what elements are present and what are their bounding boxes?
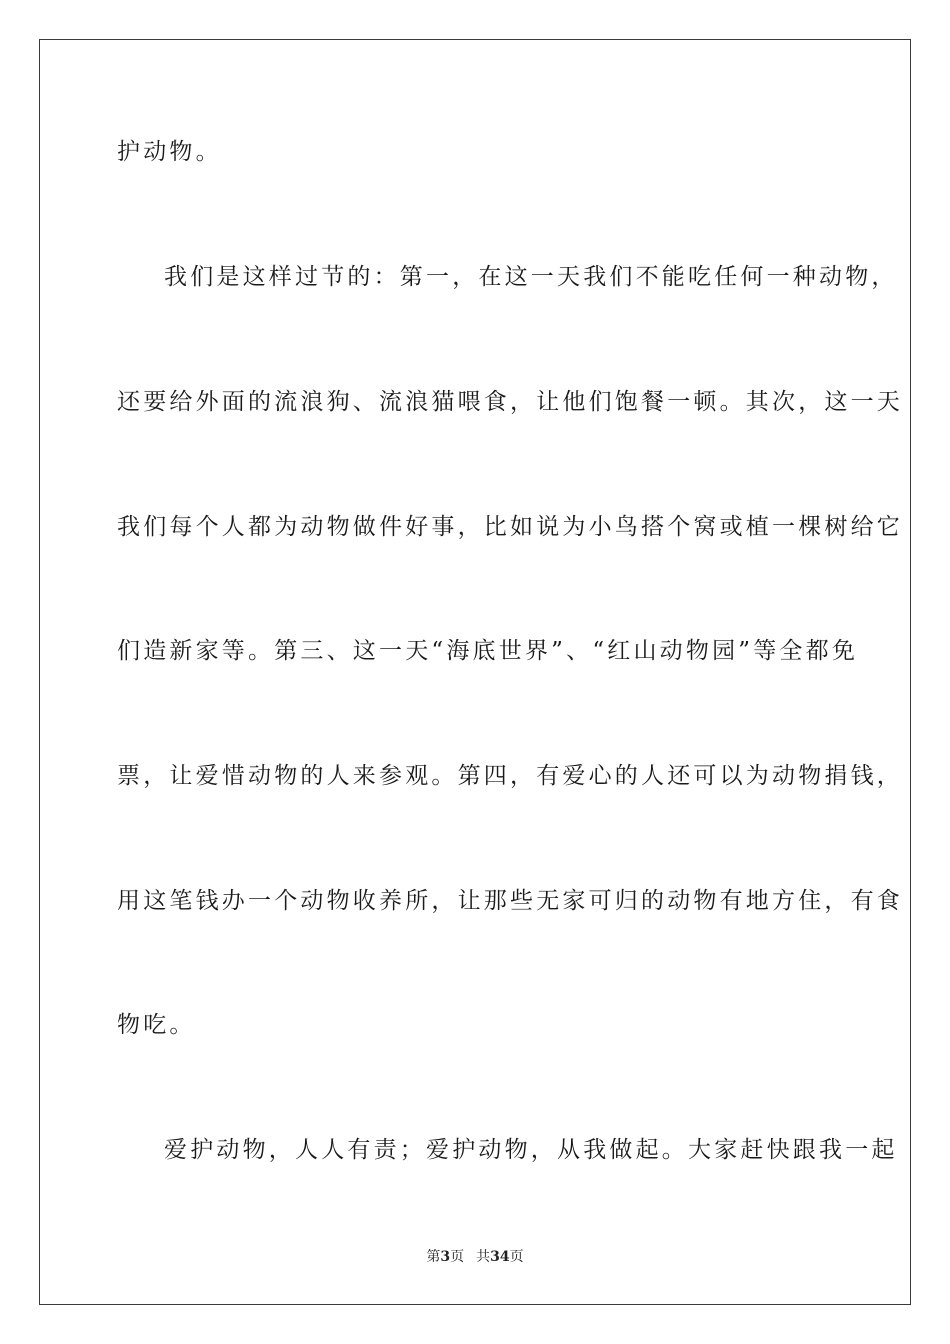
text-line: 们造新家等。第三、这一天“海底世界”、“红山动物园”等全都免 (117, 638, 859, 664)
text-line: 护动物。 (117, 139, 222, 165)
text-line: 我们每个人都为动物做件好事，比如说为小鸟搭个窝或植一棵树给它 (117, 514, 903, 540)
total-prefix: 共 (476, 1249, 491, 1265)
total-suffix: 页 (509, 1249, 524, 1265)
page-total: 34 (490, 1249, 510, 1265)
paragraph-first-line: 我们是这样过节的：第一，在这一天我们不能吃任何一种动物， (164, 264, 898, 290)
text-line: 用这笔钱办一个动物收养所，让那些无家可归的动物有地方住，有食 (117, 888, 903, 914)
page-footer (0, 1248, 950, 1266)
text-line: 票，让爱惜动物的人来参观。第四，有爱心的人还可以为动物捐钱， (117, 763, 903, 789)
page-border (39, 39, 911, 1305)
text-line: 物吃。 (117, 1012, 196, 1038)
page-current: 3 (440, 1249, 451, 1265)
paragraph-first-line: 爱护动物，人人有责；爱护动物，从我做起。大家赶快跟我一起 (164, 1137, 898, 1163)
text-line: 还要给外面的流浪狗、流浪猫喂食，让他们饱餐一顿。其次，这一天 (117, 389, 903, 415)
page-suffix: 页 (450, 1249, 465, 1265)
page-prefix: 第 (426, 1249, 441, 1265)
